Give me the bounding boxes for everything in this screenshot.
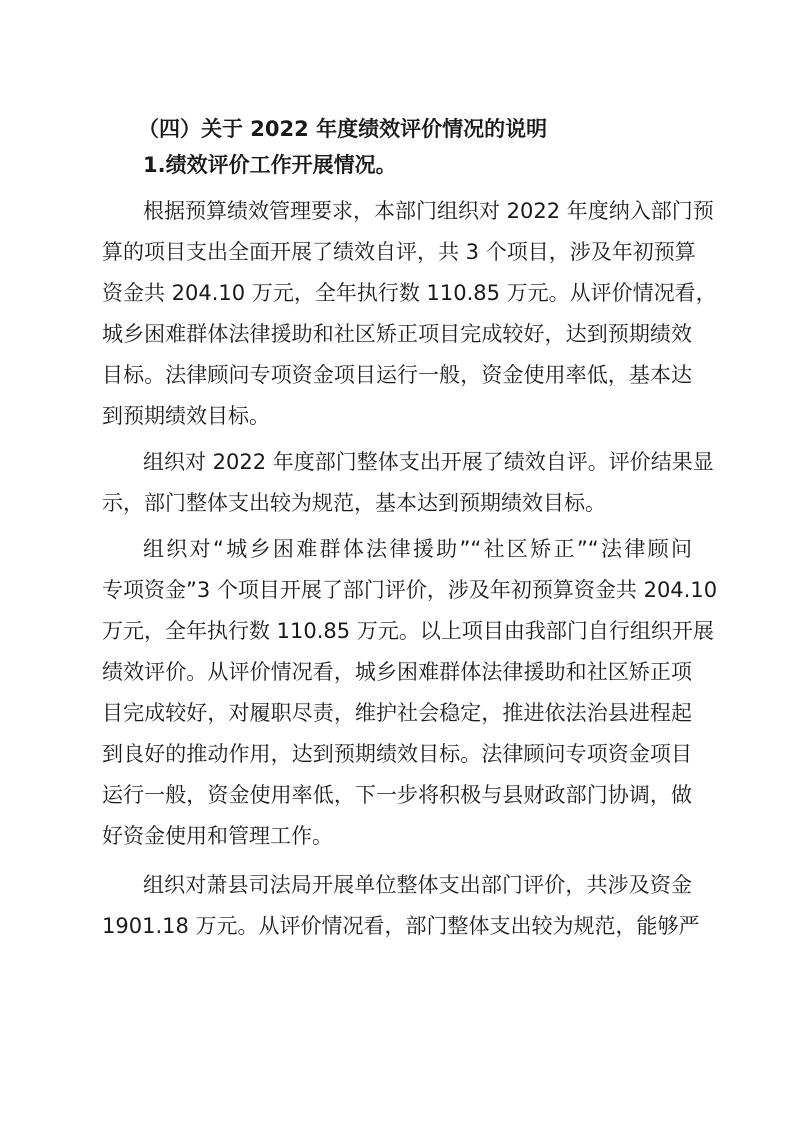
paragraph-3-line-8	[0, 817, 794, 855]
paragraph-2-text-1: 组织对 2022 年度部门整体支出开展了绩效自评。评价结果显	[143, 450, 714, 474]
paragraph-1-line-1	[0, 192, 794, 230]
paragraph-1-line-5	[0, 356, 794, 394]
paragraph-3-text-5: 目完成较好，对履职尽责，维护社会稳定，推进依法治县进程起	[102, 701, 692, 725]
paragraph-1-text-2: 算的项目支出全面开展了绩效自评，共 3 个项目，涉及年初预算	[102, 240, 696, 264]
paragraph-4-text-2: 1901.18 万元。从评价情况看，部门整体支出较为规范，能够严	[102, 914, 700, 938]
paragraph-4-line-2	[0, 907, 794, 945]
paragraph-3-line-2	[0, 571, 794, 609]
paragraph-1-line-2	[0, 233, 794, 271]
paragraph-2-line-2	[0, 484, 794, 522]
paragraph-3-text-4: 绩效评价。从评价情况看，城乡困难群体法律援助和社区矫正项	[102, 660, 692, 684]
paragraph-3-line-3	[0, 612, 794, 650]
paragraph-3-line-5	[0, 694, 794, 732]
paragraph-3-text-7: 运行一般，资金使用率低，下一步将积极与县财政部门协调，做	[102, 783, 692, 807]
paragraph-3-text-2: 专项资金”3 个项目开展了部门评价，涉及年初预算资金共 204.10	[102, 578, 718, 602]
paragraph-2-line-1	[0, 443, 794, 481]
section-heading-text: （四）关于 2022 年度绩效评价情况的说明	[138, 117, 548, 141]
paragraph-1-line-6	[0, 397, 794, 435]
paragraph-1-line-3	[0, 274, 794, 312]
paragraph-4-line-1	[0, 866, 794, 904]
paragraph-1-text-3: 资金共 204.10 万元，全年执行数 110.85 万元。从评价情况看，	[102, 281, 717, 305]
paragraph-3-line-7	[0, 776, 794, 814]
paragraph-2-text-2: 示，部门整体支出较为规范，基本达到预期绩效目标。	[102, 491, 606, 515]
paragraph-3-text-8: 好资金使用和管理工作。	[102, 824, 333, 848]
paragraph-1-text-1: 根据预算绩效管理要求，本部门组织对 2022 年度纳入部门预	[143, 199, 714, 223]
paragraph-3-text-3: 万元，全年执行数 110.85 万元。以上项目由我部门自行组织开展	[102, 619, 714, 643]
paragraph-3-text-6: 到良好的推动作用，达到预期绩效目标。法律顾问专项资金项目	[102, 742, 692, 766]
section-heading	[0, 110, 794, 148]
paragraph-3-line-4	[0, 653, 794, 691]
paragraph-4-text-1: 组织对萧县司法局开展单位整体支出部门评价，共涉及资金	[143, 873, 692, 897]
paragraph-1-text-6: 到预期绩效目标。	[102, 404, 270, 428]
paragraph-1-text-4: 城乡困难群体法律援助和社区矫正项目完成较好，达到预期绩效	[102, 322, 692, 346]
paragraph-3-text-1: 组织对“城乡困难群体法律援助”“社区矫正”“法律顾问	[143, 537, 692, 561]
paragraph-3-line-1	[0, 530, 794, 568]
paragraph-1-text-5: 目标。法律顾问专项资金项目运行一般，资金使用率低，基本达	[102, 363, 692, 387]
subsection-heading-text: 1.绩效评价工作开展情况。	[143, 153, 397, 177]
subsection-heading	[0, 146, 794, 184]
paragraph-3-line-6	[0, 735, 794, 773]
paragraph-1-line-4	[0, 315, 794, 353]
